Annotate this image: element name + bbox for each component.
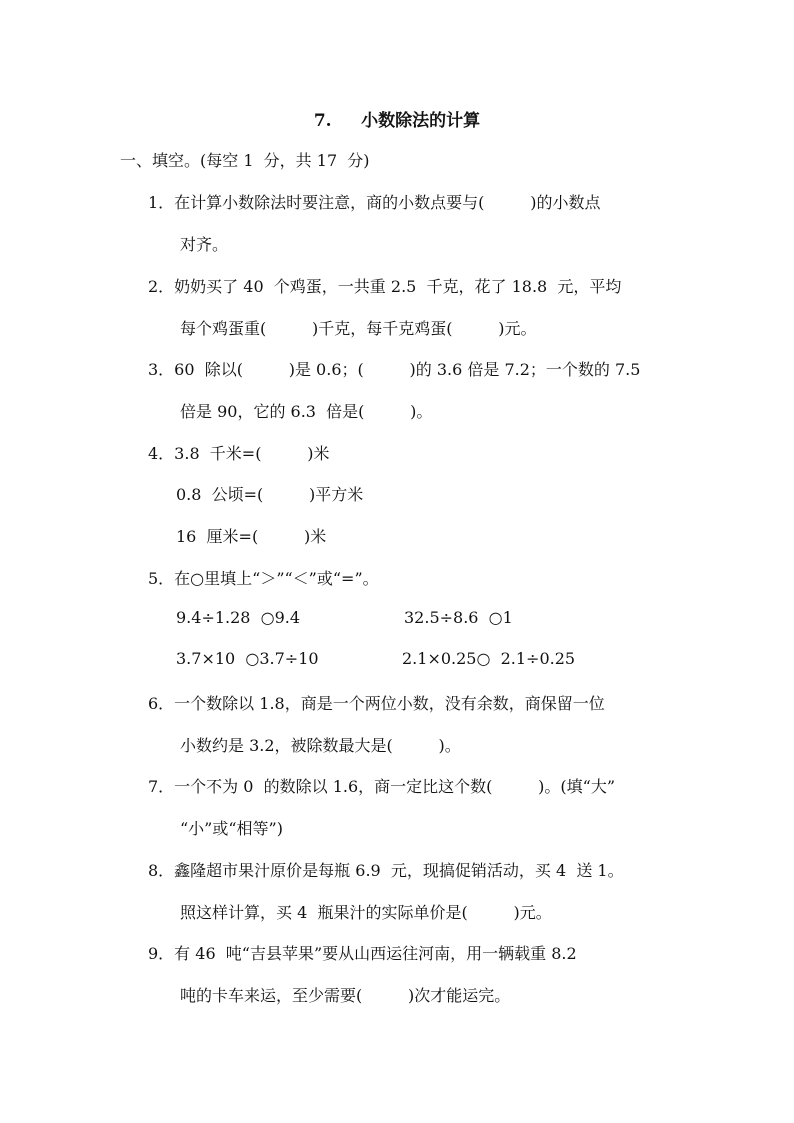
question-6-line-2: 小数约是 3.2，被除数最大是( )。 [180, 736, 461, 755]
question-7-line-1: 7．一个不为 0 的数除以 1.6，商一定比这个数( )。(填“大” [148, 777, 616, 796]
section-heading: 一、填空。(每空 1 分，共 17 分) [120, 151, 370, 170]
question-5-item-b: 32.5÷8.6 ○1 [404, 608, 513, 627]
question-4-line-1: 4．3.8 千米=( )米 [148, 444, 330, 463]
question-9-line-1: 9．有 46 吨“吉县苹果”要从山西运往河南，用一辆载重 8.2 [148, 944, 577, 963]
question-2-line-2: 每个鸡蛋重( )千克，每千克鸡蛋( )元。 [180, 319, 537, 338]
question-4-line-3: 16 厘米=( )米 [176, 527, 327, 546]
question-8-line-2: 照这样计算，买 4 瓶果汁的实际单价是( )元。 [180, 903, 552, 922]
question-8-line-1: 8．鑫隆超市果汁原价是每瓶 6.9 元，现搞促销活动，买 4 送 1。 [148, 861, 624, 880]
question-1-line-2: 对齐。 [180, 235, 229, 254]
question-7-line-2: “小”或“相等”) [180, 819, 283, 838]
question-5-item-a: 9.4÷1.28 ○9.4 [176, 608, 301, 627]
question-5-item-c: 3.7×10 ○3.7÷10 [176, 649, 319, 668]
question-1-line-1: 1．在计算小数除法时要注意，商的小数点要与( )的小数点 [148, 193, 601, 212]
page-title: 7. 小数除法的计算 [313, 111, 481, 131]
question-3-line-2: 倍是 90，它的 6.3 倍是( )。 [180, 402, 433, 421]
question-3-line-1: 3．60 除以( )是 0.6；( )的 3.6 倍是 7.2；一个数的 7.5 [148, 360, 641, 379]
question-4-line-2: 0.8 公顷=( )平方米 [176, 485, 364, 504]
question-5-line-1: 5．在○里填上“＞”“＜”或“=”。 [148, 569, 379, 588]
question-5-item-d: 2.1×0.25○ 2.1÷0.25 [402, 649, 576, 668]
question-2-line-1: 2．奶奶买了 40 个鸡蛋，一共重 2.5 千克，花了 18.8 元，平均 [148, 277, 622, 296]
question-6-line-1: 6．一个数除以 1.8，商是一个两位小数，没有余数，商保留一位 [148, 694, 605, 713]
question-9-line-2: 吨的卡车来运，至少需要( )次才能运完。 [180, 986, 511, 1005]
